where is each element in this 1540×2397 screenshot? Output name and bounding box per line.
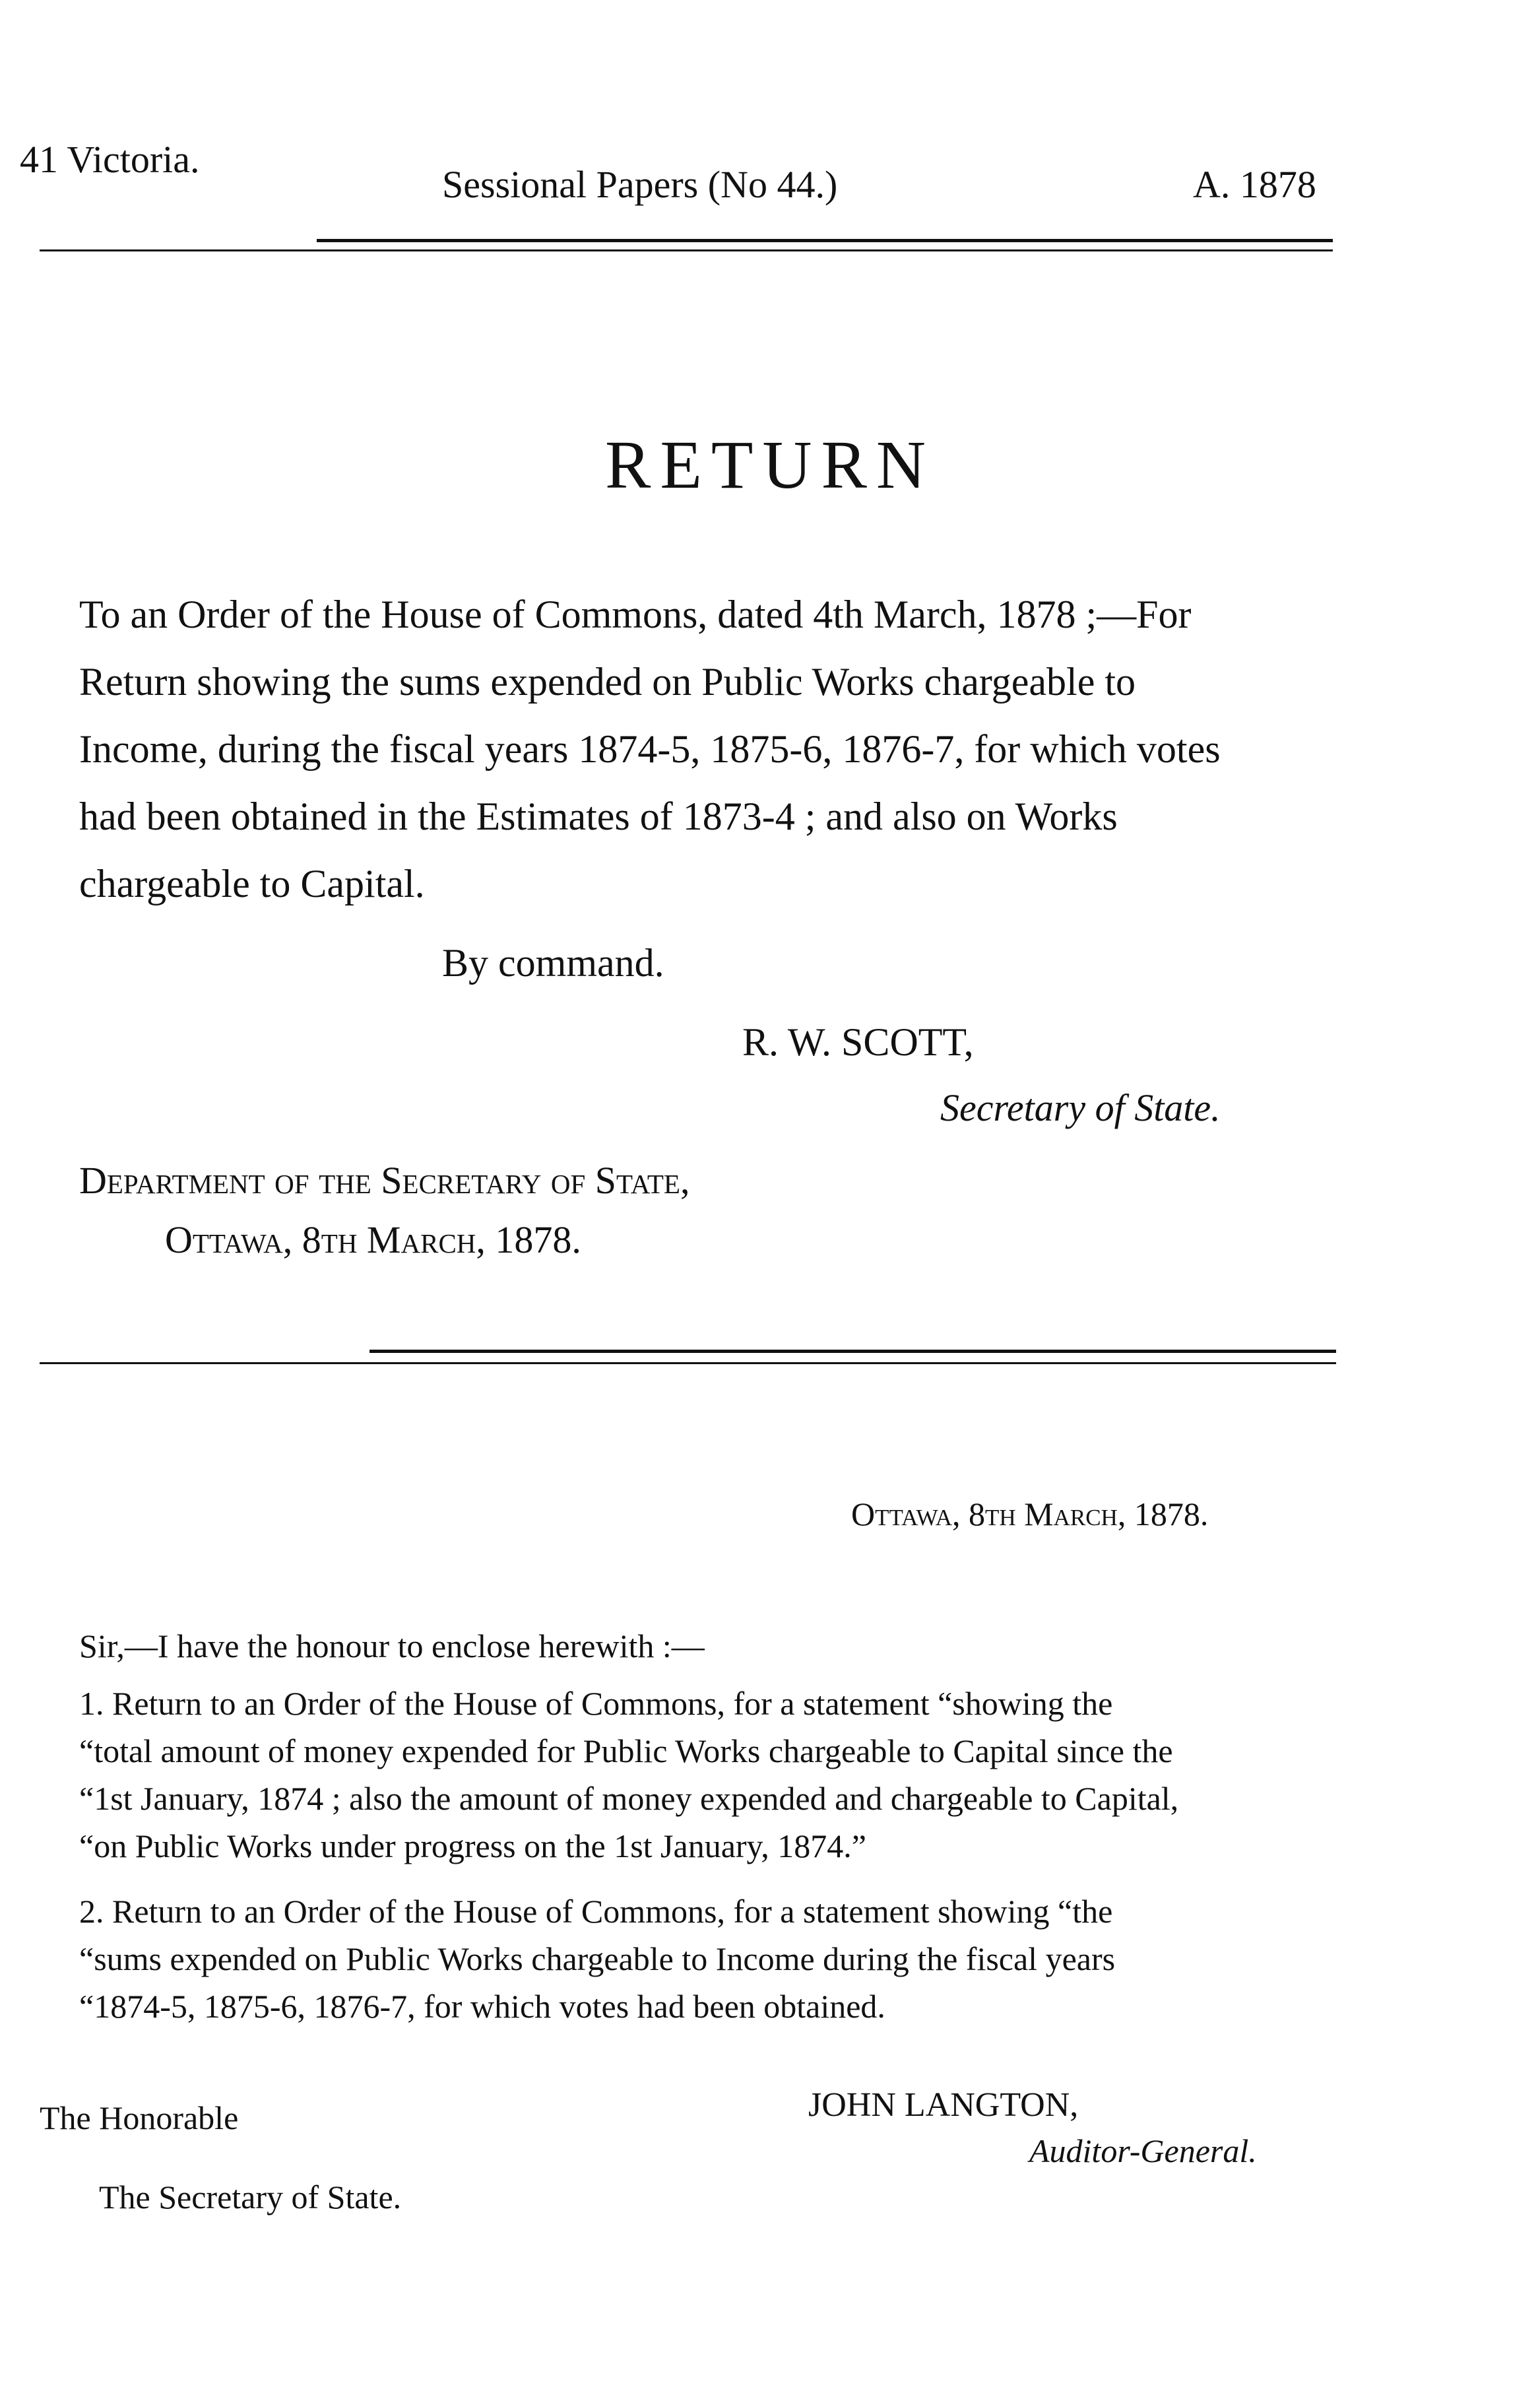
section-rule-top — [369, 1350, 1336, 1353]
letter-item-2 — [79, 1888, 1339, 2030]
order-signatory-title: Secretary of State. — [940, 1086, 1221, 1129]
order-paragraph — [79, 581, 1333, 917]
order-line: To an Order of the House of Commons, dated 4th March, 1878 ;—For — [79, 593, 1192, 636]
letter-signatory-title: Auditor-General. — [1029, 2132, 1257, 2169]
letter-signatory: JOHN LANGTON, — [808, 2086, 1079, 2124]
letter-item-line: “sums expended on Public Works chargeable to Income during the fiscal years — [79, 1940, 1116, 1977]
order-line: Return showing the sums expended on Public Works chargeable to — [79, 660, 1136, 704]
letter-item-line: “on Public Works under progress on the 1st January, 1874.” — [79, 1827, 866, 1864]
letter-item-line: 1. Return to an Order of the House of Commons, for a statement “showing the — [79, 1685, 1113, 1722]
section-rule-bottom — [40, 1362, 1336, 1364]
order-line: chargeable to Capital. — [79, 862, 425, 905]
letter-item-line: “1st January, 1874 ; also the amount of money expended and chargeable to Capital, — [79, 1780, 1179, 1817]
letter-item-line: “total amount of money expended for Public Works chargeable to Capital since the — [79, 1732, 1173, 1769]
order-line: Income, during the fiscal years 1874-5, 1875-6, 1876-7, for which votes — [79, 727, 1221, 771]
letter-salutation: Sir,—I have the honour to enclose herewith :— — [79, 1627, 705, 1664]
letter-item-line: 2. Return to an Order of the House of Commons, for a statement showing “the — [79, 1893, 1113, 1930]
addressee-line-2: The Secretary of State. — [99, 2179, 402, 2216]
addressee-line-1: The Honorable — [40, 2099, 239, 2136]
header-rule-bottom — [40, 249, 1333, 251]
letter-item-line: “1874-5, 1875-6, 1876-7, for which votes had been obtained. — [79, 1988, 885, 2025]
header-center: Sessional Papers (No 44.) — [442, 163, 838, 206]
header-right: A. 1878 — [1193, 163, 1316, 206]
by-command: By command. — [442, 941, 664, 985]
order-signatory: R. W. SCOTT, — [742, 1020, 974, 1064]
page-title: RETURN — [605, 427, 935, 503]
letter-item-1 — [79, 1680, 1339, 1870]
department-line: Department of the Secretary of State, — [79, 1159, 690, 1202]
order-line: had been obtained in the Estimates of 1873-4 ; and also on Works — [79, 795, 1118, 838]
header-left: 41 Victoria. — [20, 138, 200, 181]
header-rule-top — [317, 239, 1333, 242]
order-place-date: Ottawa, 8th March, 1878. — [165, 1218, 581, 1261]
letter-place-date: Ottawa, 8th March, 1878. — [851, 1495, 1209, 1532]
